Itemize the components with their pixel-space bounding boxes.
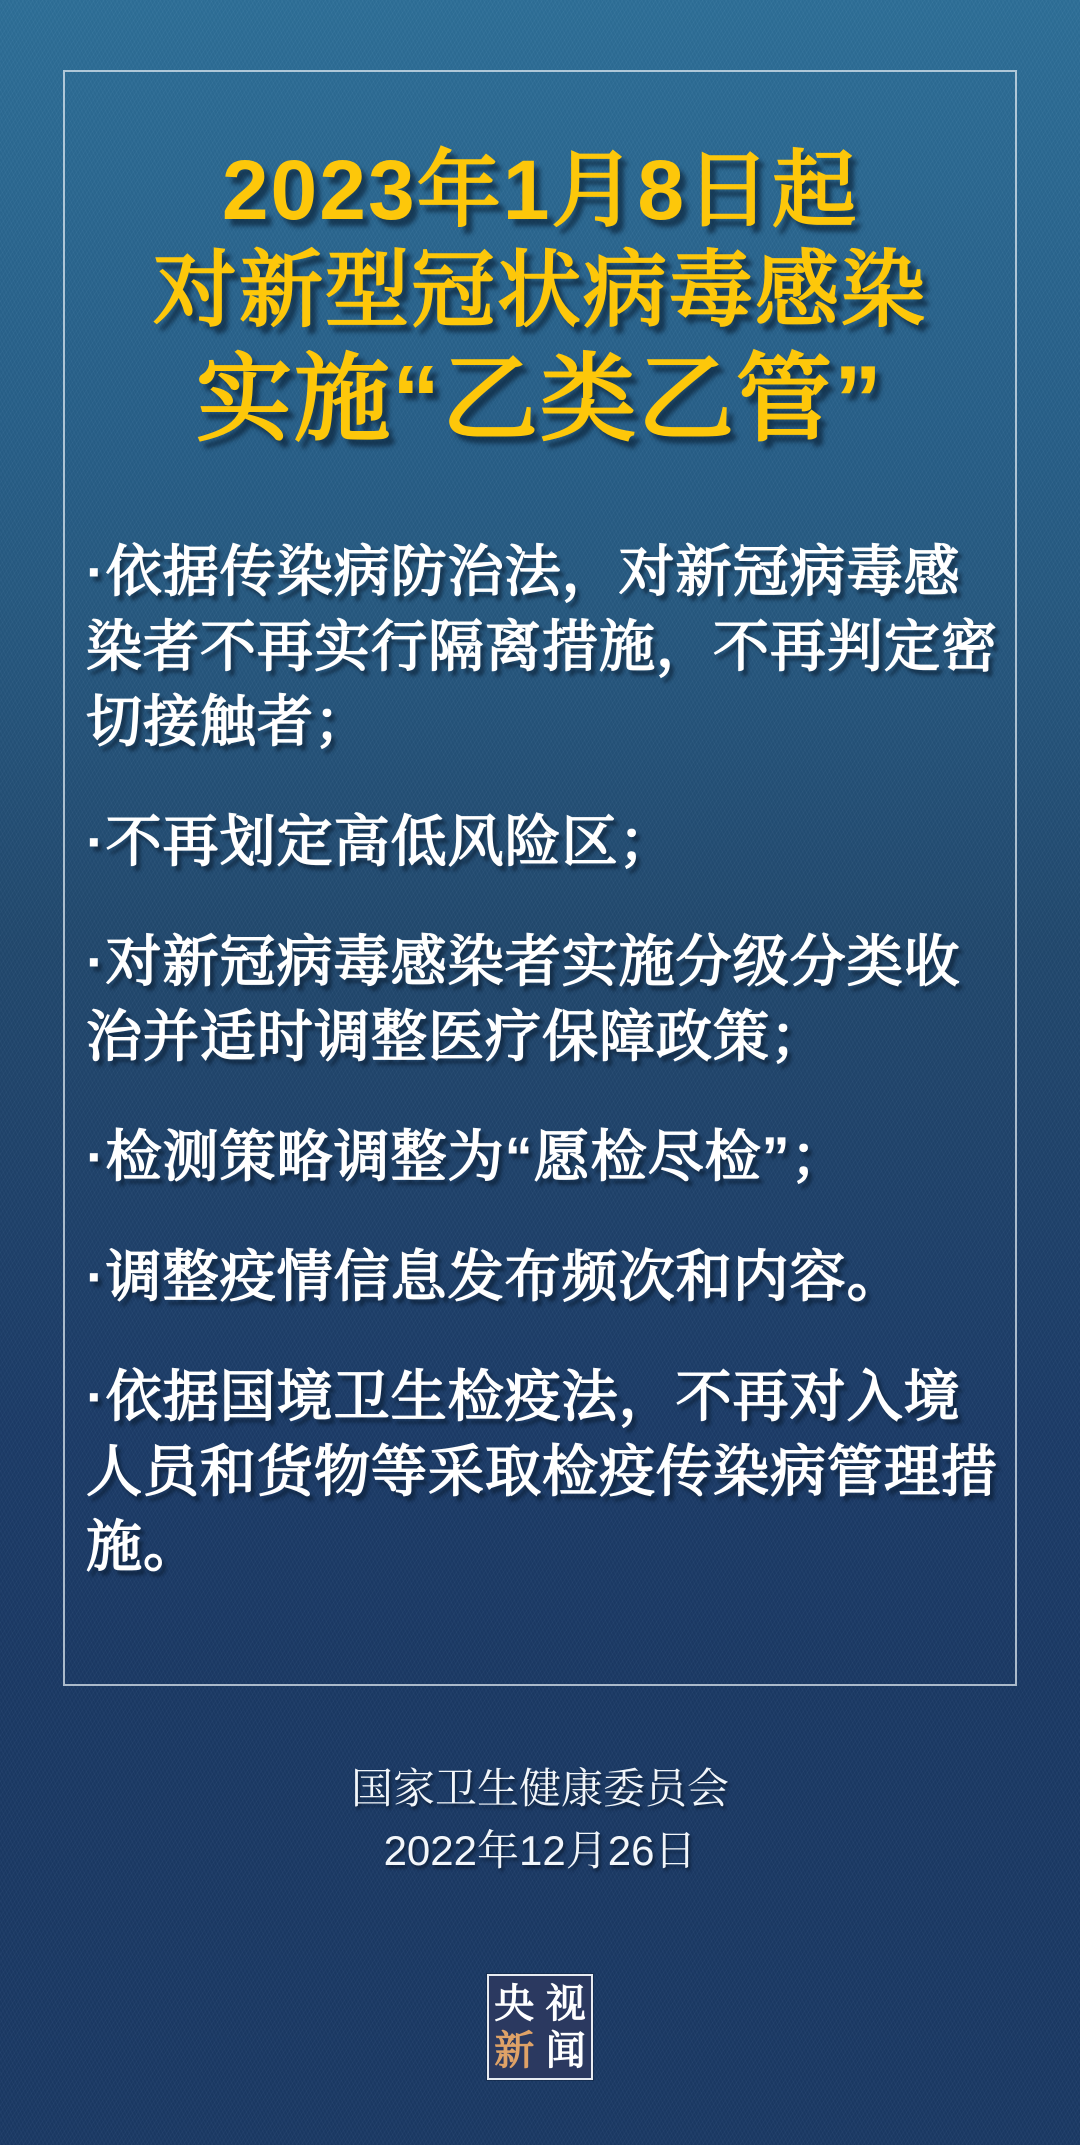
- title-line-3: 实施“乙类乙管”: [196, 346, 884, 453]
- logo-char-yang: 央: [494, 1981, 535, 2026]
- title-line-2: 对新型冠状病毒感染: [152, 243, 927, 337]
- bullet-item-2: ·不再划定高低风险区；: [86, 810, 676, 873]
- issue-date: 2022年12月26日: [383, 1827, 697, 1874]
- bullet-item-3: ·对新冠病毒感染者实施分级分类收治并适时调整医疗保障政策；: [86, 930, 961, 1068]
- cctv-news-logo: [487, 1974, 593, 2080]
- title-line-1: 2023年1月8日起: [221, 143, 859, 237]
- bullet-item-5: ·调整疫情信息发布频次和内容。: [86, 1245, 904, 1308]
- footer: [0, 1758, 1080, 1882]
- bullet-item-6: ·依据国境卫生检疫法，不再对入境人员和货物等采取检疫传染病管理措施。: [86, 1365, 998, 1578]
- bullet-item-4: ·检测策略调整为“愿检尽检”；: [86, 1125, 848, 1188]
- logo-char-xin: 新: [494, 2028, 535, 2073]
- logo-char-wen: 闻: [545, 2028, 586, 2073]
- bullet-list: [86, 534, 998, 1629]
- bullet-item-1: ·依据传染病防治法，对新冠病毒感染者不再实行隔离措施，不再判定密切接触者；: [86, 540, 998, 753]
- poster-title: [0, 140, 1080, 460]
- logo-char-shi: 视: [545, 1981, 586, 2026]
- issuer-name: 国家卫生健康委员会: [350, 1765, 729, 1812]
